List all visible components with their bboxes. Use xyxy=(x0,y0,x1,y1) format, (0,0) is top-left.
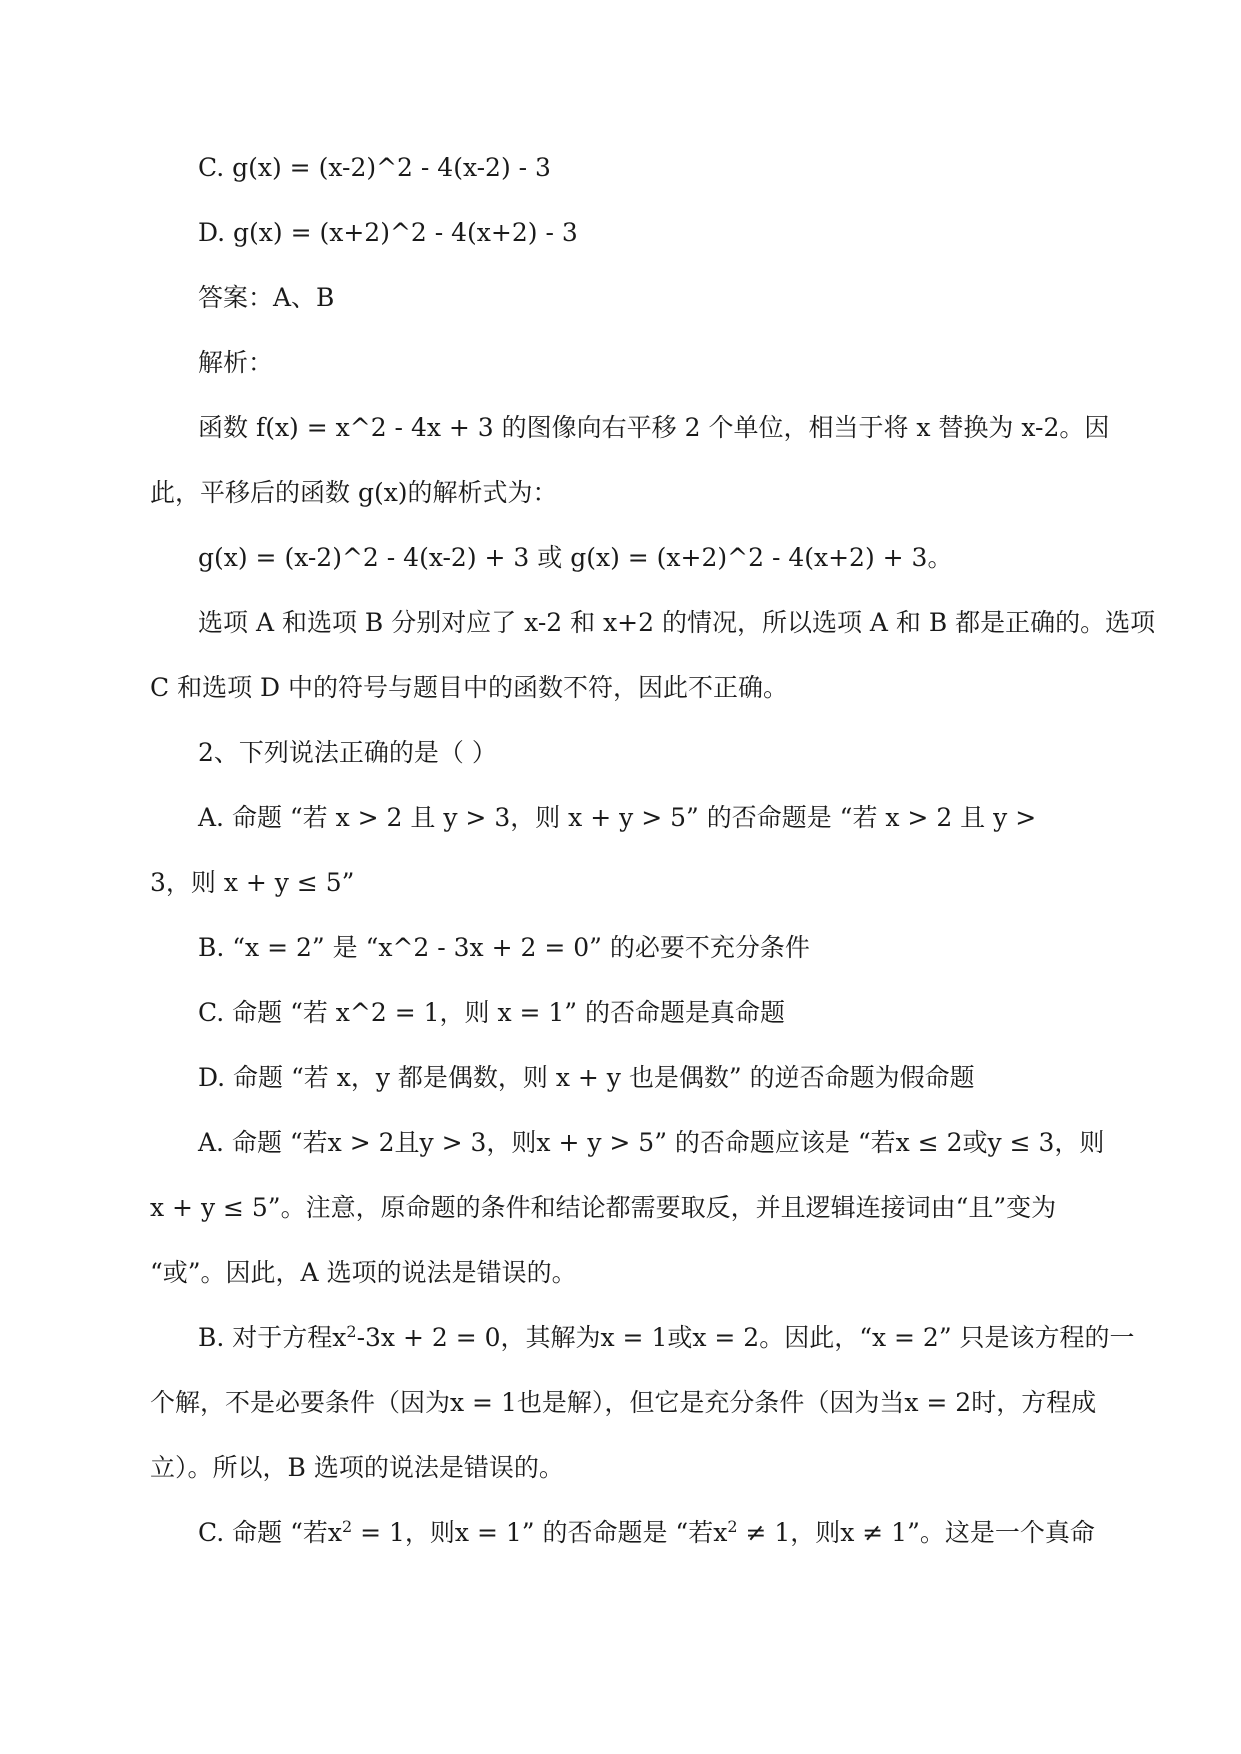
text-fragment: C. 命题 “若x xyxy=(198,1518,342,1547)
question-2-title: 2、下列说法正确的是（ ） xyxy=(198,738,497,767)
formula-line: g(x) = (x-2)^2 - 4(x-2) + 3 或 g(x) = (x+2)^2 - 4(x+2) + 3。 xyxy=(198,543,953,572)
option-c-line: C. g(x) = (x-2)^2 - 4(x-2) - 3 xyxy=(198,153,551,182)
analysis-b-line xyxy=(198,1321,1135,1355)
analysis-a-line: “或”。因此，A 选项的说法是错误的。 xyxy=(150,1258,577,1287)
analysis-a-line: x + y ≤ 5”。注意，原命题的条件和结论都需要取反，并且逻辑连接词由“且”变为 xyxy=(150,1193,1057,1222)
question-2-option-a-cont: 3，则 x + y ≤ 5” xyxy=(150,868,355,897)
answer-line: 答案：A、B xyxy=(198,283,335,312)
explanation-line: 选项 A 和选项 B 分别对应了 x-2 和 x+2 的情况，所以选项 A 和 B 都是正确的。选项 xyxy=(198,608,1156,637)
superscript: 2 xyxy=(346,1322,357,1341)
analysis-c-line xyxy=(198,1516,1095,1550)
explanation-line: C 和选项 D 中的符号与题目中的函数不符，因此不正确。 xyxy=(150,673,789,702)
question-2-option-b: B. “x = 2” 是 “x^2 - 3x + 2 = 0” 的必要不充分条件 xyxy=(198,933,810,962)
superscript: 2 xyxy=(727,1517,738,1536)
analysis-paragraph-line: 函数 f(x) = x^2 - 4x + 3 的图像向右平移 2 个单位，相当于将 x 替换为 x-2。因 xyxy=(198,413,1110,442)
text-fragment: ≠ 1，则x ≠ 1”。这是一个真命 xyxy=(737,1518,1095,1547)
analysis-paragraph-line: 此，平移后的函数 g(x)的解析式为： xyxy=(150,478,558,507)
analysis-heading: 解析： xyxy=(198,348,274,377)
text-fragment: = 1，则x = 1” 的否命题是 “若x xyxy=(352,1518,728,1547)
analysis-b-line: 立）。所以，B 选项的说法是错误的。 xyxy=(150,1453,564,1482)
text-fragment: B. 对于方程x xyxy=(198,1323,347,1352)
analysis-b-line: 个解，不是必要条件（因为x = 1也是解），但它是充分条件（因为当x = 2时，方程成 xyxy=(150,1388,1097,1417)
superscript: 2 xyxy=(341,1517,353,1536)
question-2-option-c: C. 命题 “若 x^2 = 1，则 x = 1” 的否命题是真命题 xyxy=(198,998,786,1027)
analysis-a-line: A. 命题 “若x > 2且y > 3，则x + y > 5” 的否命题应该是 “若x ≤ 2或y ≤ 3，则 xyxy=(198,1128,1105,1157)
option-d-line: D. g(x) = (x+2)^2 - 4(x+2) - 3 xyxy=(198,218,578,247)
question-2-option-a: A. 命题 “若 x > 2 且 y > 3，则 x + y > 5” 的否命题是 “若 x > 2 且 y > xyxy=(198,803,1037,832)
text-fragment: -3x + 2 = 0，其解为x = 1或x = 2。因此，“x = 2” 只是该方程的一 xyxy=(356,1323,1135,1352)
question-2-option-d: D. 命题 “若 x，y 都是偶数，则 x + y 也是偶数” 的逆否命题为假命题 xyxy=(198,1063,975,1092)
